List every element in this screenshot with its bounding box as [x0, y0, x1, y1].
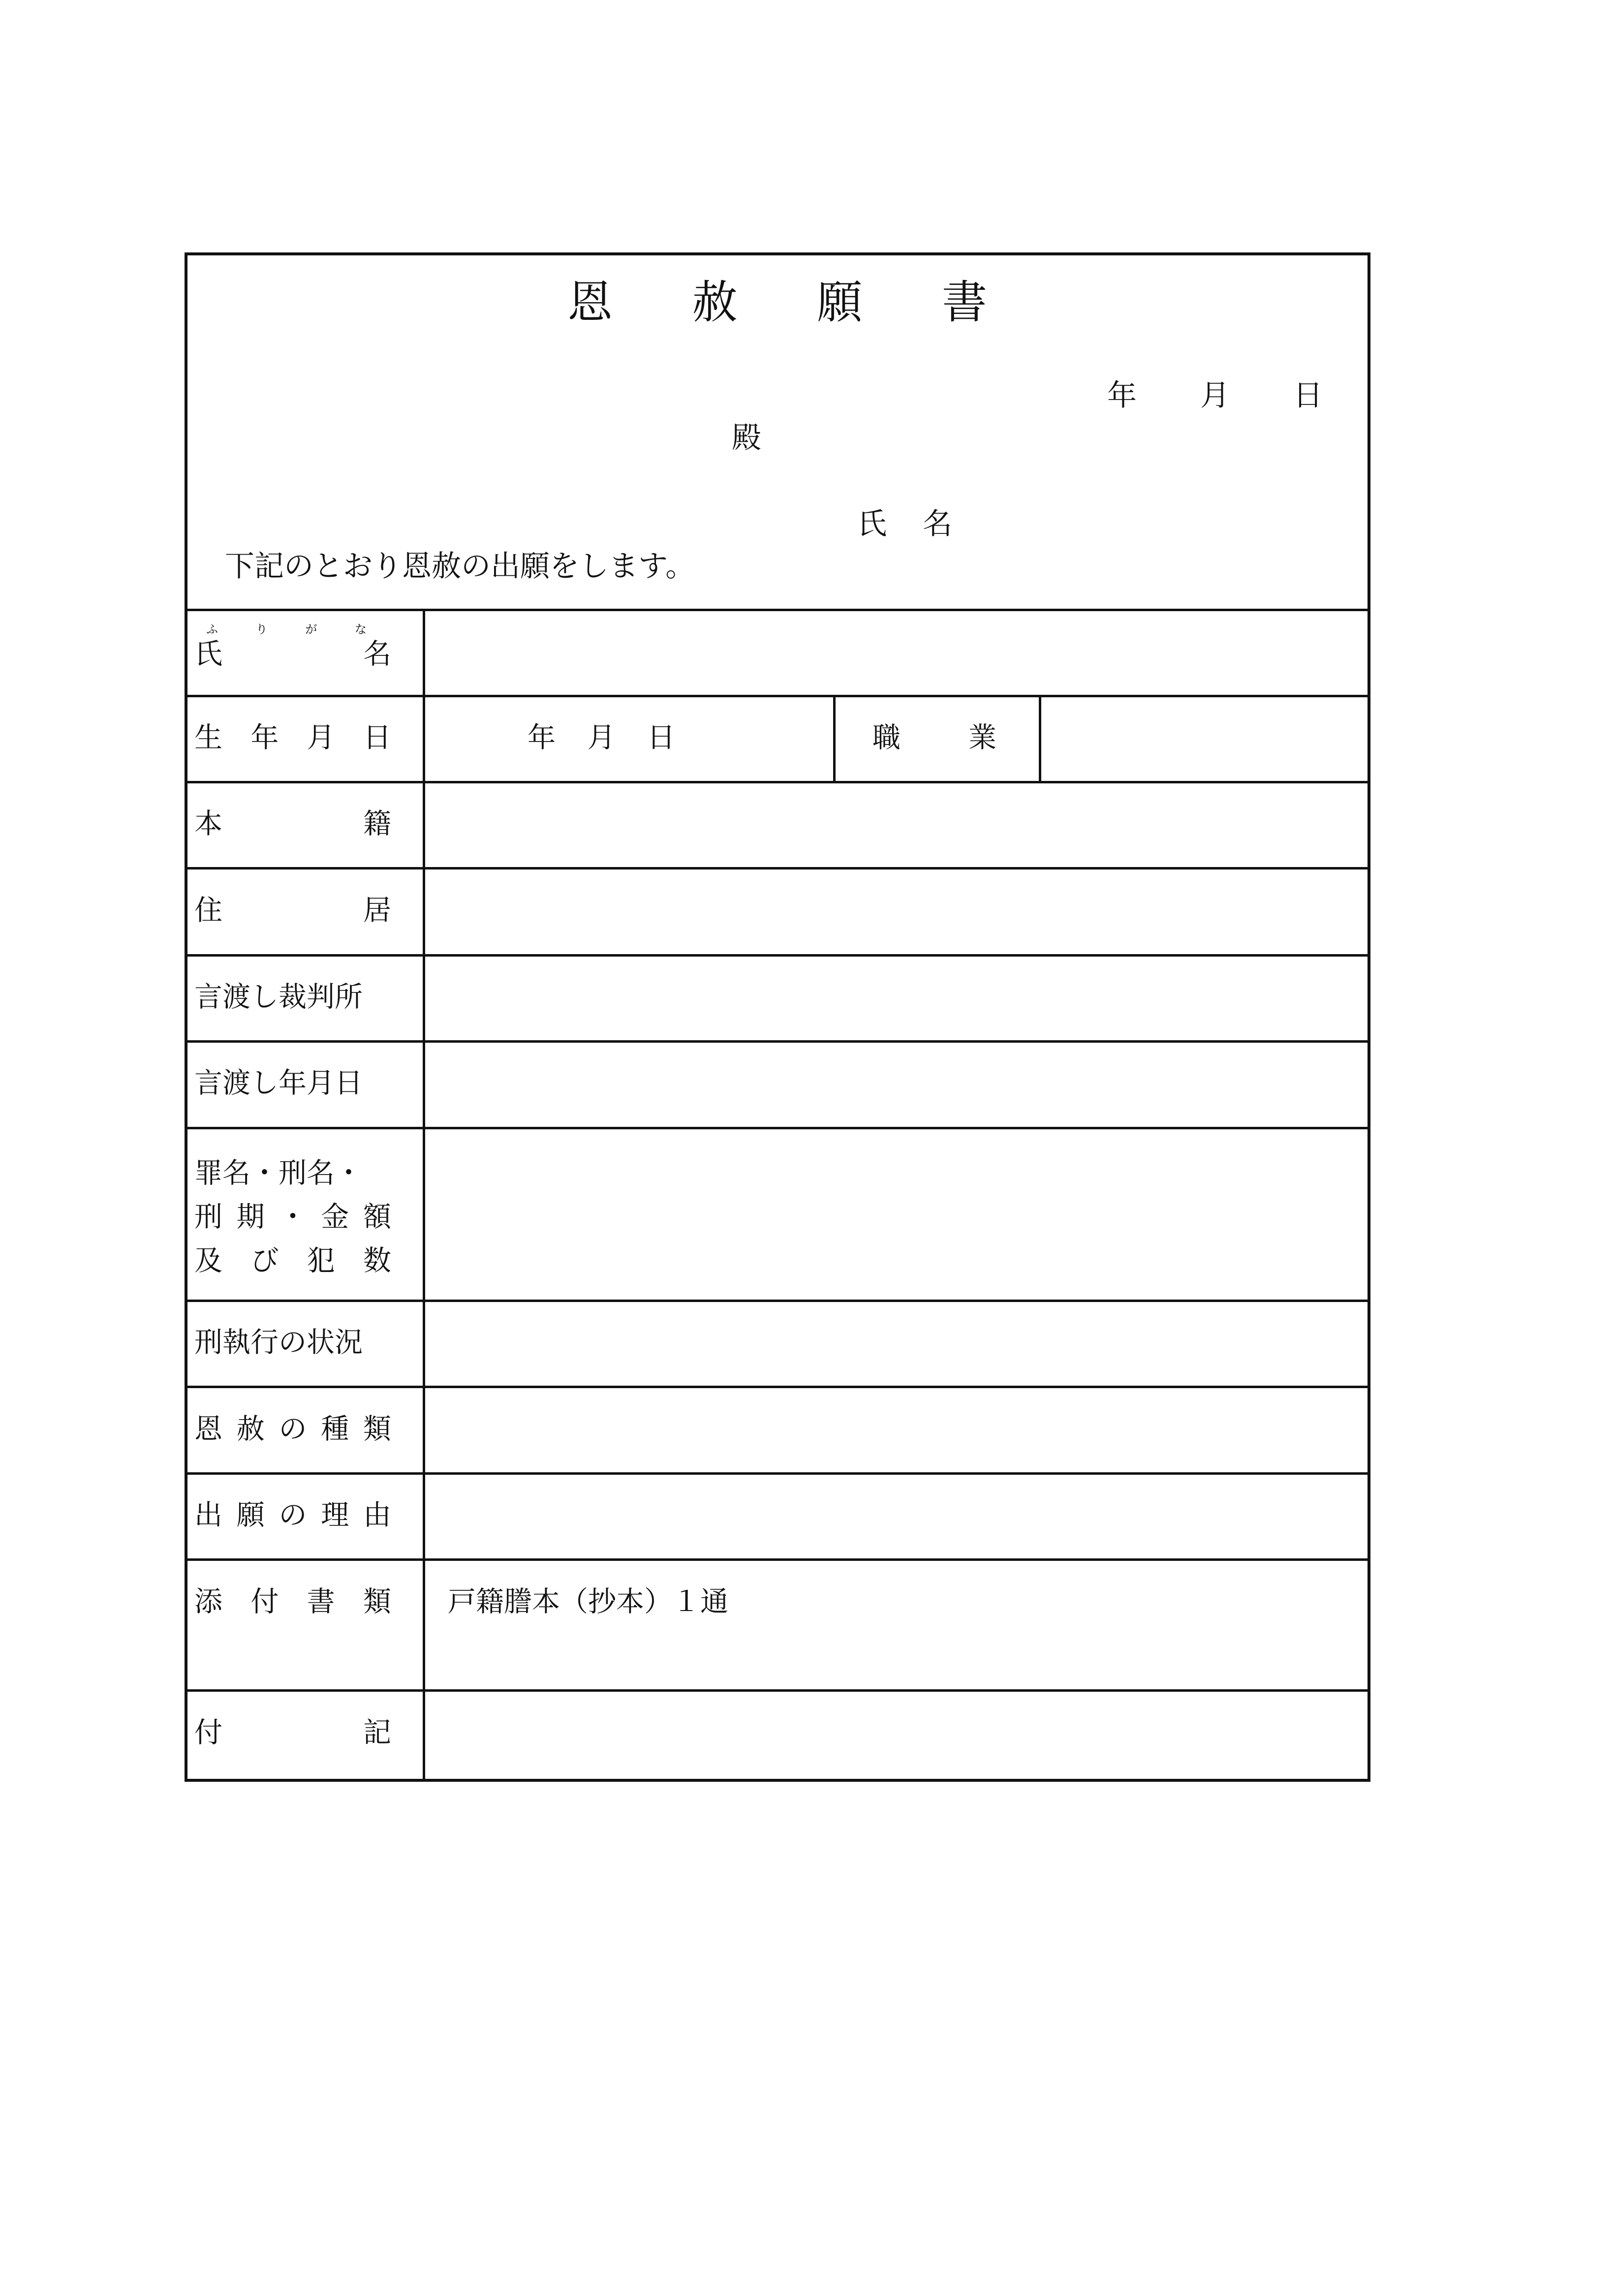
attachments-label: 添 付 書 類 — [194, 1585, 391, 1618]
rule — [185, 1472, 1370, 1475]
rule — [185, 1386, 1370, 1388]
reason-label: 出 願 の 理 由 — [194, 1499, 391, 1531]
crime-label-line2: 刑 期 ・ 金 額 — [194, 1201, 391, 1233]
crime-label-line1: 罪名・刑名・ — [194, 1157, 363, 1189]
rule — [185, 1558, 1370, 1561]
rule — [185, 1127, 1370, 1129]
rule-header-bottom — [185, 609, 1370, 611]
rule — [185, 867, 1370, 869]
birthdate-label: 生 年 月 日 — [194, 721, 391, 754]
label-column-divider — [423, 609, 425, 1782]
court-label: 言渡し裁判所 — [194, 981, 363, 1013]
crime-label-line3: 及 び 犯 数 — [194, 1244, 391, 1277]
birthdate-value: 年 月 日 — [528, 721, 675, 754]
pardon-type-label: 恩 赦 の 種 類 — [194, 1413, 391, 1445]
form-title: 恩 赦 願 書 — [567, 276, 987, 329]
form-border — [185, 252, 1370, 1782]
applicant-name-label: 氏 名 — [857, 507, 952, 541]
addressee-suffix: 殿 — [732, 421, 761, 455]
pardon-application-form — [185, 252, 1370, 1782]
application-date: 年 月 日 — [1107, 378, 1323, 413]
name-label: 氏 名 — [194, 638, 391, 670]
rule — [185, 954, 1370, 957]
notes-label: 付 記 — [194, 1716, 391, 1749]
rule — [185, 1040, 1370, 1043]
honseki-label: 本 籍 — [194, 807, 391, 840]
rule — [185, 781, 1370, 783]
attachments-value: 戸籍謄本（抄本）１通 — [448, 1585, 728, 1618]
intro-text: 下記のとおり恩赦の出願をします。 — [225, 549, 695, 584]
residence-label: 住 居 — [194, 894, 391, 927]
occupation-divider — [1039, 695, 1041, 781]
sentence-date-label: 言渡し年月日 — [194, 1067, 363, 1099]
execution-label: 刑執行の状況 — [194, 1326, 363, 1359]
birthdate-divider — [833, 695, 836, 781]
rule — [185, 1689, 1370, 1692]
name-furigana: ふ り が な — [206, 622, 367, 636]
occupation-label: 職 業 — [872, 721, 996, 754]
rule — [185, 1300, 1370, 1302]
rule — [185, 695, 1370, 697]
